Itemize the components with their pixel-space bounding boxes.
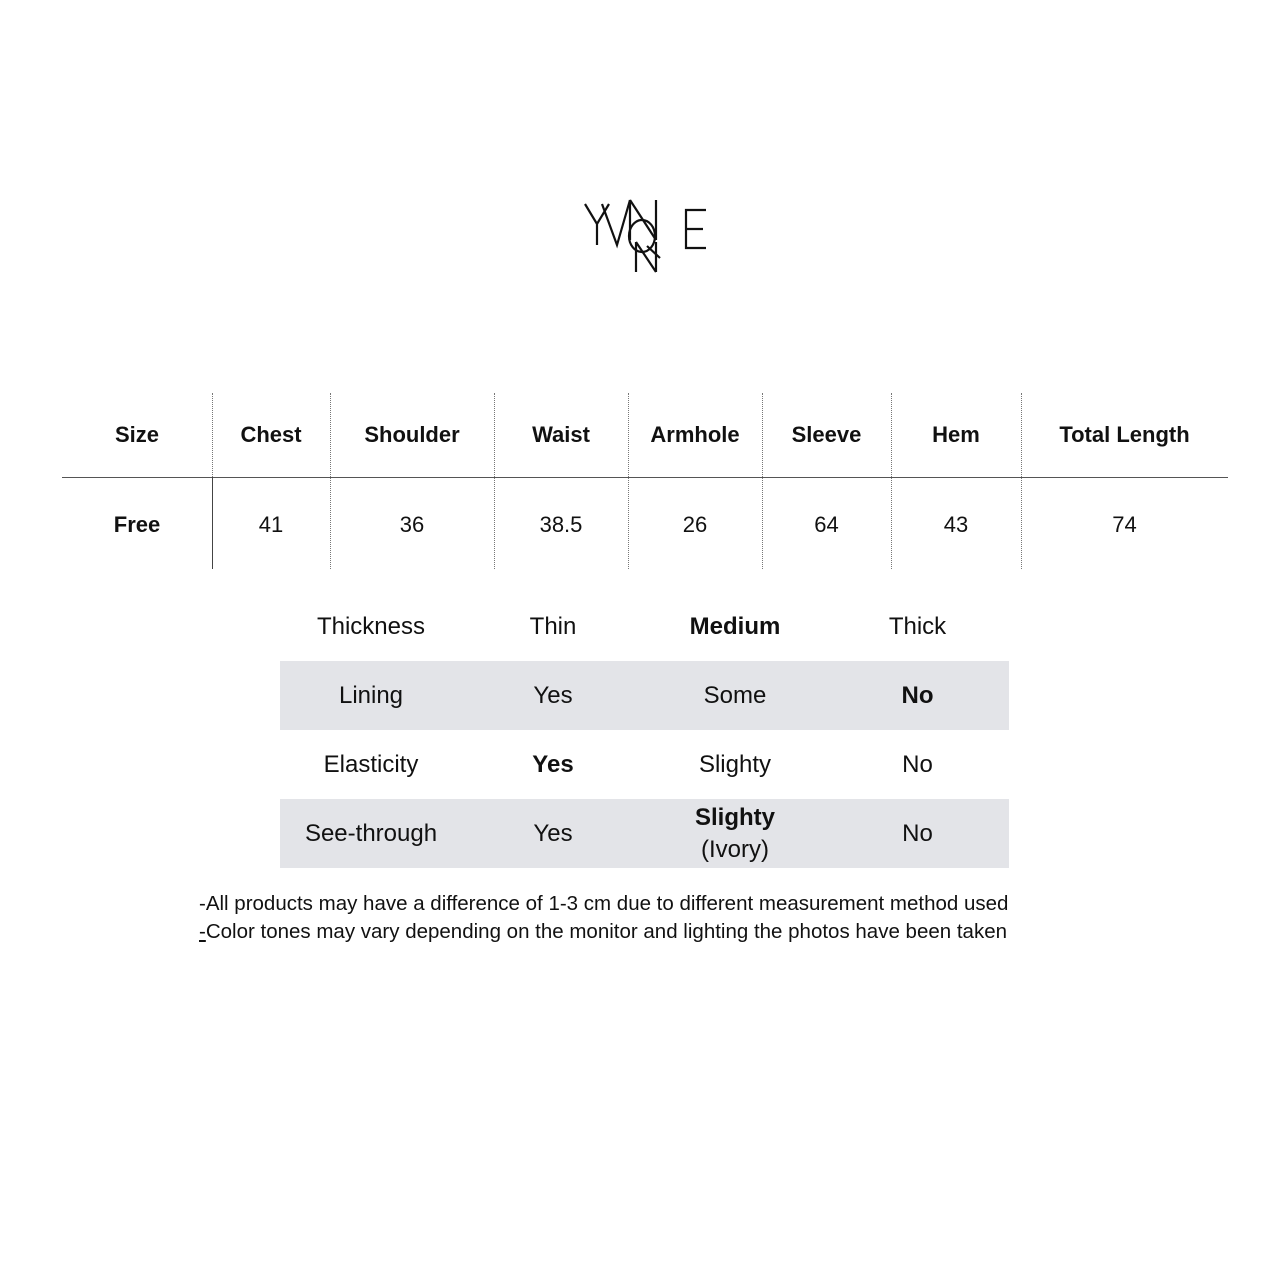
fabric-row-see-through — [280, 799, 1009, 868]
fabric-option: No — [902, 750, 933, 778]
waist-value: 38.5 — [539, 512, 583, 537]
shoulder-value: 36 — [399, 512, 425, 537]
header-sleeve: Sleeve — [791, 422, 862, 447]
disclaimer-notes — [199, 890, 1008, 946]
fabric-table — [280, 592, 1009, 868]
header-total-length: Total Length — [1059, 422, 1190, 447]
fabric-option: Some — [703, 681, 767, 709]
note-color — [199, 918, 1008, 946]
fabric-row-elasticity — [280, 730, 1009, 799]
fabric-option-note: (Ivory) — [701, 835, 769, 863]
header-hem: Hem — [932, 422, 980, 447]
size-value: Free — [113, 512, 161, 537]
note-prefix: - — [199, 920, 206, 943]
fabric-option-selected: Slighty — [694, 803, 775, 831]
header-shoulder: Shoulder — [364, 422, 460, 447]
header-armhole: Armhole — [650, 422, 740, 447]
fabric-option-selected-group — [644, 799, 826, 868]
fabric-row-thickness — [280, 592, 1009, 661]
size-table — [62, 393, 1228, 569]
fabric-option: Thin — [529, 612, 577, 640]
fabric-label: Thickness — [316, 612, 426, 640]
fabric-label: Lining — [338, 681, 404, 709]
note-measurement: -All products may have a difference of 1-3 cm due to different measurement method used — [199, 892, 1009, 915]
total-length-value: 74 — [1112, 512, 1137, 537]
header-waist: Waist — [532, 422, 590, 447]
brand-monogram-logo — [580, 190, 710, 280]
fabric-option-selected: No — [901, 681, 934, 709]
armhole-value: 26 — [682, 512, 708, 537]
brand-logo — [580, 190, 710, 280]
fabric-option-selected: Yes — [532, 750, 574, 778]
fabric-option: Yes — [533, 681, 573, 709]
header-size: Size — [114, 422, 160, 447]
note-color-text: Color tones may vary depending on the monitor and lighting the photos have been taken — [205, 920, 1007, 943]
fabric-option-selected: Medium — [689, 612, 781, 640]
sleeve-value: 64 — [814, 512, 839, 537]
fabric-option: Yes — [533, 819, 573, 847]
hem-value: 43 — [943, 512, 969, 537]
chest-value: 41 — [258, 512, 284, 537]
header-chest: Chest — [240, 422, 302, 447]
fabric-row-lining — [280, 661, 1009, 730]
fabric-option: Thick — [888, 612, 947, 640]
fabric-label: Elasticity — [323, 750, 419, 778]
fabric-option: Slighty — [698, 750, 772, 778]
fabric-label: See-through — [304, 819, 438, 847]
fabric-option: No — [902, 819, 933, 847]
header-divider — [62, 477, 1228, 478]
